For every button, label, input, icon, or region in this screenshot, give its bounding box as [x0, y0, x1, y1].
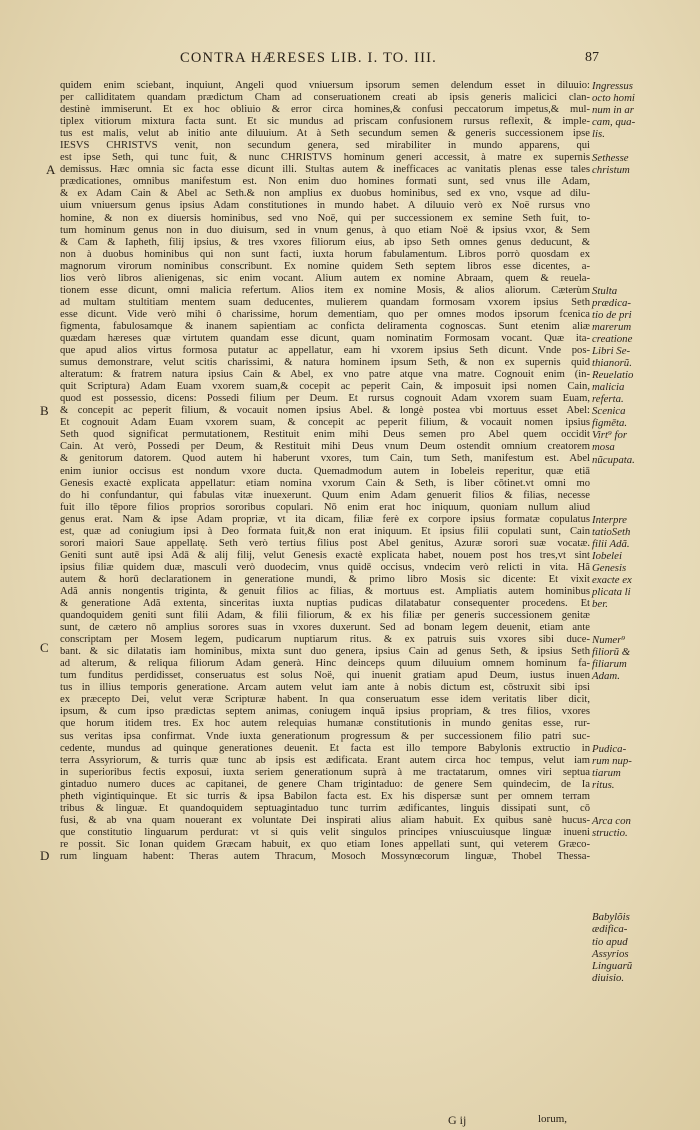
text-line: & generatione Adã extenta, sinceritas iuxta nuptias pudicas dilatabatur consequenter procedens. Et — [60, 598, 590, 610]
margin-note: Iobelei Genesis exacte ex plicata li ber. — [592, 549, 632, 611]
section-marker-a: A — [46, 162, 56, 177]
text-line: cedente, mundus ad quinque generationes deuenit. Et facta est illo tempore Babylonis extructio in — [60, 742, 590, 754]
text-line: enim iunior occisus est nondum vxore ducta. Quemadmodum autem in Iobeleis reperitur, quæ etiā — [60, 465, 590, 477]
margin-note: Virt⁹ for mosa nũcupata. — [592, 429, 635, 466]
text-line: do hi confundantur, qui fabulas vitæ inuexerunt. Quum enim Adam genuerit filios & filias, necesse — [60, 489, 590, 501]
text-line: esse dicunt. Vide verò mihi ô charissime, horum dementiam, quo per omnes modos ipsorum fcenica — [60, 308, 590, 320]
text-line: quod est possessio, dicens: Possedi filium per Deum. Et rursus cognouit Adam vxorem suam Euam, — [60, 393, 590, 405]
text-line: quædam hæreses quæ virtutem quandam esse dicunt, quam nominatim Formosam vocant. Quæ ita- — [60, 332, 590, 344]
text-line: sumus demonstrare, velut scitis charissimi, & natura hominem ipsum Seth, & non ex supernis quid — [60, 357, 590, 369]
text-line: & Cam & Iapheth, filij ipsius, & tres vxores filiorum eius, ab ipso Seth omnes genus deducunt, & — [60, 236, 590, 248]
margin-note: Ingressus octo homi num in ar cam, qua- lis. — [592, 80, 636, 141]
running-header: CONTRA HÆRESES LIB. I. TO. III. — [180, 50, 437, 66]
text-line: non à duobus hominibus qui non sunt facti, iuxta horum fabulamentum. Libros porrò quosdam ex — [60, 248, 590, 260]
text-line: Et cognouit Adam Euam vxorem suam, & concepit ac peperit filium, & vocauit nomen ipsius — [60, 417, 590, 429]
text-line: est, quæ ad coniugium ipsi à Deo formata fuit,& non erat iniquum. Et ipsius filii copulati sunt, Cain — [60, 525, 590, 537]
margin-note: Pudica- rum nup- tiarum ritus. — [592, 742, 632, 791]
text-line: bant. & sic dilatatis iam hominibus, mixta sunt duo genera, ipsius Cain ad genus Seth, & ipsius Seth — [60, 646, 590, 658]
text-line: genus erat. Nam & ipse Adam propriæ, vt ita dicam, filiæ ferè ex corpore ipsius formatæ copulatus — [60, 513, 590, 525]
text-line: que apud alios virtus formosa putatur ac appellatur, eam hi vxorem ipsius Seth dicunt. Vnde pos- — [60, 345, 590, 357]
text-line: autem & horū declarationem in generatione mundi, & primo libro Mosis sic dicente: Et vixit — [60, 573, 590, 585]
text-line: tum hominum genus non in duo diuisum, sed in vnum genus, à quo etiam Noë & ipsius vxor, & Sem — [60, 224, 590, 236]
text-line: tus est malis, velut ab initio ante diluuium. At à Seth secundum semen & generis successionem ipse — [60, 128, 590, 140]
page-number: 87 — [585, 50, 599, 65]
text-line: demissus. Hæc omnia sic facta esse dicunt illi. Stultas autem & inefficaces ac vanitatis plenas esse tales — [60, 164, 590, 176]
text-line: lios verò libros alienigenas, sic enim vocant. Alium autem ex nomine Abraam, quem & reuela- — [60, 272, 590, 284]
section-marker-d: D — [40, 848, 50, 863]
text-line: & ex Adam Cain & Abel ac Seth.& non amplius ex duobus hominibus, sed ex vno, vsque ad dilu- — [60, 188, 590, 200]
text-line: conscriptam per Mosem legem, pudicarum nuptiarum ritus. & ex patruis suis vxores sibi duce- — [60, 634, 590, 646]
text-line: & genitorum datorem. Quod autem hi haberunt vxores, tum Cain, tum Seth, manifestum est. Abel — [60, 453, 590, 465]
margin-note: Scenica figmēta. — [592, 405, 628, 430]
text-line: IESVS CHRISTVS venit, non secundum genera, sed mirabiliter in mundo apparens, qui — [60, 140, 590, 152]
text-line: est ipse Seth, qui tunc fuit, & nunc CHRISTVS hominum generi accessit, à matre ex supernis — [60, 152, 590, 164]
text-line: ipsum, & cum ipso prædictas septem animas, coniugem inquã ipsius propriam, & tres filios, vxores — [60, 706, 590, 718]
text-line: ad multam stultitiam mentem suam deducentes, mulierem quandam formosam vxorem ipsius Seth — [60, 296, 590, 308]
margin-note: Arca con structio. — [592, 815, 631, 840]
text-line: alteratum: & fratrem natura ipsius Cain & Abel, ex vno patre atque vna matre. Cognouit enim (in- — [60, 369, 590, 381]
text-line: figmenta, fabulosamque & inanem sapientiam ac conficta deliramenta cognoscas. Sunt etenim aliæ — [60, 320, 590, 332]
text-line: tus in illius temporis generatione. Arcam autem velut iam ante à nobis dictum est, cōstruxit sibi ipsi — [60, 682, 590, 694]
text-line: fusi, & ab vna quam nouerant ex voluntate Dei inspirati alius aliam habuit. Ex quibus sanè hucus- — [60, 814, 590, 826]
text-line: re possit. Sic Ionan quidem Græcam habuit, ex quo etiam Iones appellati sunt, qui veterem Græco- — [60, 838, 590, 850]
text-line: uium vniuersum genus ipsius Adam constitutiones in mundo habet. A diluuio verò ex Noë rursus vno — [60, 200, 590, 212]
text-line: sorori maiori Saue appellatę. Seth verò tertius filius post Abel genitus, Azuræ sorori suæ vocatæ. — [60, 537, 590, 549]
text-line: tum funditus perdidisset, conseruatus est solus Noë, qui inuenit gratiam apud Deum, iustus inuen — [60, 670, 590, 682]
catchword: lorum, — [538, 1113, 568, 1125]
text-line: & concepit ac peperit filium, & vocauit nomen ipsius Abel. & longè postea vbi mortuus esset Abel: — [60, 405, 590, 417]
text-line: Seth quod significat permutationem, Restituit enim mihi Deus semen pro Abel quem occidit — [60, 429, 590, 441]
margin-note: Reuelatio malicia referta. — [592, 369, 634, 406]
text-line: sus veritas ipsa confirmat. Vnde iuxta generationum progressum & per successionem filio patri suc- — [60, 730, 590, 742]
text-line: tionem esse dicunt, omni malicia refertum. Alios item ex nomine Mosis, & alios aliorum. Cæterùm — [60, 284, 590, 296]
text-line: tiplex vitiorum mixtura facta sunt. Et sic mundus ad priscam confusionem rursus reflexit, & imple- — [60, 116, 590, 128]
text-line: prædicationes, omnibus manifestum est. Non enim duo homines formati sunt, sed vnus ille Adam, — [60, 176, 590, 188]
signature-mark: G ij — [448, 1113, 467, 1127]
margin-note: Numer⁹ filiorũ & filiarum Adam. — [592, 634, 631, 683]
text-line: Geniti sunt autē ipsi Adā & alij filij, velut Genesis exactè explicata habet, nouem post hos tres,vt sint — [60, 549, 590, 561]
text-line: quandoquidem geniti sunt filii Adam, & filii filiorum, & ex his filiæ per generis successionem genitæ — [60, 610, 590, 622]
text-line: fuit illo tēpore filios proprios sororibus copulari. Nō enim erat hoc iniquum, quoniam nullum aliud — [60, 501, 590, 513]
text-line: quit Scriptura) Adam Euam vxorem suam,& cocepit ac peperit Cain, & imposuit ipsi nomen Cain, — [60, 381, 590, 393]
section-marker-c: C — [40, 640, 49, 655]
text-line: sunt, de cætero nō amplius sorores suas in vxores duxerunt. Sed ad bonam legem deuenit, etiam ante — [60, 622, 590, 634]
section-marker-b: B — [40, 403, 49, 418]
text-line: ad alterum, & reliqua filiorum Adam generà. Hinc deinceps quum diluuium omnem hominum fa- — [60, 658, 590, 670]
text-line: Adã annis nongentis triginta, & genuit filios ac filias, & mortuus est. Ampliatis autem hominibus — [60, 585, 590, 597]
text-line: in superioribus fectis exposui, iuxta seriem generationum suprà à me tractatarum, omnes viri septua — [60, 766, 590, 778]
margin-note: Libri Se- thianorũ. — [592, 345, 632, 370]
text-line: que horum itidem tres. Ex hoc autem relequias humanæ constitutionis in mundo genitas esse, rur- — [60, 718, 590, 730]
text-line: magnorum virorum nominibus conscribunt. Ex nomine quidem Seth septem libros esse dicentes, a- — [60, 260, 590, 272]
text-line: Genesis exactè explicata appellatur: etiam nomina vxorum Cain & Seth, is liber cōtinet.vt omni mo — [60, 477, 590, 489]
text-line: Cain. At verò, Possedi per Deum, & Restituit mihi Deus vnum Deum ostendit omnium creatorem — [60, 441, 590, 453]
text-line: gintaduo numero duces ac capitanei, de genere Cham trigintaduo: de genere Sem quindecim, de Ia — [60, 778, 590, 790]
margin-note: Sethesse christum — [592, 152, 630, 177]
margin-note: Babylõis ædifica- tio apud Assyrios Linguarũ diuisio. — [592, 911, 633, 984]
text-line: rum linguam habent: Theras autem Thracum, Mosoch Mossynœcorum linguæ, Thobel Thessa- — [60, 851, 590, 862]
text-line: quidem enim sciebant, inquiunt, Angeli quod vniuersum ipsorum semen delendum esset in diluuio: — [60, 80, 590, 91]
margin-note: Interpre tatioSeth — [592, 513, 631, 538]
text-line: pheth vigintiquinque. Et sic turris & ipsa Babilon facta est. Ex his dispersæ sunt per omnem terram — [60, 790, 590, 802]
text-line: per calliditatem quandam prædictum Cham ad conseruationem creati ab ipsis generis malicici clan- — [60, 92, 590, 104]
text-line: que constitutio linguarum perdurat: vt si quis velit singulos principes vniuscuiusque linguæ inueni — [60, 826, 590, 838]
text-line: ex præcepto Dei, velut veræ Scripturæ habent. In qua conseruatum esse idem veritatis liber dicit, — [60, 694, 590, 706]
text-line: destinè immiserunt. Et ex hoc obliuio & error circa homines,& confusi peccatorum impetus,& mul- — [60, 104, 590, 116]
text-line: homine, & non ex diuersis hominibus, sed vno Noë, qui per successionem ex semine Seth fuit, to- — [60, 212, 590, 224]
text-line: tribus & linguæ. Et quandoquidem septuagintaduo tunc turrim ædificantes, linguis dissipati sunt, cō — [60, 802, 590, 814]
text-line: terra Assyriorum, & turris quæ tunc ab ipsis est ædificata. Erant autem circa hoc tempus, velut iam — [60, 754, 590, 766]
margin-note: filii Adã. — [592, 537, 630, 550]
margin-note: Stulta prædica- tio de pri marerum creatione — [592, 284, 633, 346]
text-line: ipsius filiæ quidem duæ, masculi verò duodecim, vnus quidē occisus, vndecim verò relicti in vita. Hã — [60, 561, 590, 573]
main-text-column — [60, 80, 590, 863]
